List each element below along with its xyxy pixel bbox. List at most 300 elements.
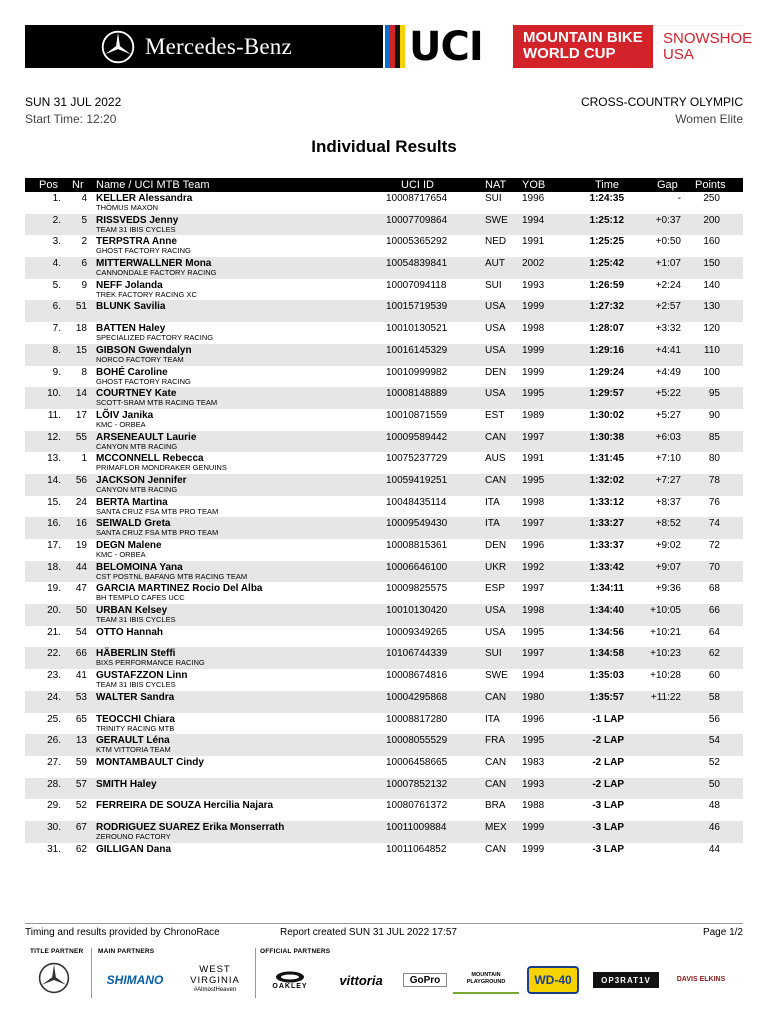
cell-gap: +4:49	[655, 366, 681, 378]
cell-pos: 16.	[47, 518, 61, 530]
table-row	[25, 517, 743, 539]
cell-nr: 15	[75, 344, 87, 356]
race-discipline: CROSS-COUNTRY OLYMPIC	[580, 95, 743, 109]
cell-nat: SUI	[485, 279, 502, 291]
cell-pos: 5.	[52, 279, 61, 291]
table-row	[25, 474, 743, 496]
cell-time: 1:34:56	[589, 626, 624, 638]
cell-yob: 1991	[522, 453, 545, 465]
cell-nr: 67	[75, 821, 87, 833]
cell-nr: 16	[75, 518, 87, 530]
table-row	[25, 821, 743, 843]
cell-name: COURTNEY Kate	[96, 388, 177, 400]
cell-yob: 1998	[522, 323, 545, 335]
cell-uci-id: 10010130420	[386, 605, 448, 617]
table-row	[25, 409, 743, 431]
table-row	[25, 799, 743, 821]
cell-uci-id: 10011009884	[386, 821, 447, 833]
partner-divider	[91, 948, 92, 998]
cell-uci-id: 10008817280	[386, 713, 448, 725]
cell-team: NORCO FACTORY TEAM	[96, 354, 184, 364]
cell-points: 58	[708, 691, 720, 703]
cell-nat: DEN	[485, 366, 507, 378]
cell-points: 76	[708, 496, 720, 508]
cell-nat: SUI	[485, 193, 502, 204]
cell-yob: 1998	[522, 605, 545, 617]
cell-nr: 8	[81, 366, 87, 378]
table-row	[25, 691, 743, 713]
cell-name: WALTER Sandra	[96, 691, 175, 703]
cell-time: 1:34:58	[589, 648, 624, 660]
cell-uci-id: 10008055529	[386, 735, 448, 747]
cell-nr: 1	[81, 453, 87, 465]
table-row	[25, 734, 743, 756]
cell-yob: 1991	[522, 236, 545, 248]
cell-yob: 1980	[522, 691, 545, 703]
cell-team: KTM VITTORIA TEAM	[96, 745, 171, 755]
cell-name: FERREIRA DE SOUZA Hercilia Najara	[96, 800, 274, 812]
cell-uci-id: 10075237729	[386, 453, 448, 465]
cell-name: MCCONNELL Rebecca	[96, 453, 204, 465]
cell-time: -2 LAP	[592, 778, 624, 790]
title-partner-label: TITLE PARTNER	[30, 948, 84, 955]
cell-nr: 57	[75, 778, 87, 790]
cell-points: 44	[708, 843, 720, 855]
cell-nat: ITA	[485, 496, 500, 508]
cell-team: KMC - ORBEA	[96, 419, 146, 429]
shimano-logo: SHIMANO	[106, 973, 164, 987]
cell-yob: 1995	[522, 735, 545, 747]
cell-gap: +8:37	[655, 496, 681, 508]
cell-time: 1:33:37	[589, 540, 624, 551]
cell-time: 1:32:02	[589, 474, 624, 486]
cell-name: GUSTAFZZON Linn	[96, 670, 188, 682]
table-row	[25, 344, 743, 366]
cell-nat: AUS	[485, 453, 506, 465]
cell-gap: -	[677, 193, 681, 204]
cell-team: TREK FACTORY RACING XC	[96, 289, 197, 299]
cell-pos: 25.	[47, 713, 61, 725]
cell-time: 1:25:42	[589, 258, 624, 270]
cell-name: GERAULT Léna	[96, 735, 170, 747]
cell-name: NEFF Jolanda	[96, 279, 163, 291]
cell-points: 50	[708, 778, 720, 790]
cell-gap: +8:52	[655, 518, 681, 530]
cell-uci-id: 10059419251	[386, 474, 448, 486]
cell-uci-id: 10008815361	[386, 540, 448, 551]
cell-points: 64	[708, 626, 720, 638]
cell-nat: CAN	[485, 691, 507, 703]
cell-yob: 1994	[522, 670, 545, 682]
cell-pos: 7.	[52, 323, 61, 335]
cell-yob: 1998	[522, 496, 545, 508]
cell-gap: +4:41	[655, 344, 681, 356]
cell-time: 1:24:35	[589, 193, 624, 204]
cell-nr: 5	[81, 214, 87, 226]
cell-time: 1:30:02	[589, 409, 624, 421]
cell-nr: 51	[75, 301, 87, 313]
cell-time: 1:33:42	[589, 561, 624, 573]
cell-yob: 1993	[522, 778, 545, 790]
table-row	[25, 843, 743, 865]
cell-pos: 30.	[47, 821, 61, 833]
col-pos: Pos	[39, 179, 58, 191]
cell-uci-id: 10009589442	[386, 431, 448, 443]
cell-name: LÕIV Janika	[96, 409, 154, 421]
cell-pos: 21.	[47, 626, 61, 638]
oakley-text: OAKLEY	[272, 982, 308, 990]
cell-nr: 56	[75, 474, 87, 486]
cell-pos: 2.	[52, 214, 61, 226]
uci-stripes	[385, 25, 405, 68]
cell-pos: 17.	[47, 540, 61, 551]
series-line-2: WORLD CUP	[523, 45, 616, 62]
cell-pos: 26.	[47, 735, 61, 747]
cell-team: SANTA CRUZ FSA MTB PRO TEAM	[96, 506, 219, 516]
cell-gap: +1:07	[655, 258, 681, 270]
col-time: Time	[595, 179, 620, 191]
cell-points: 80	[708, 453, 720, 465]
col-yob: YOB	[522, 179, 546, 191]
cell-nat: UKR	[485, 561, 507, 573]
cell-time: 1:28:07	[589, 323, 624, 335]
cell-uci-id: 10106744339	[386, 648, 448, 660]
cell-gap: +0:37	[655, 214, 681, 226]
cell-nr: 9	[81, 279, 87, 291]
cell-yob: 1999	[522, 821, 545, 833]
table-row	[25, 626, 743, 648]
cell-pos: 31.	[47, 843, 61, 855]
cell-name: RISSVEDS Jenny	[96, 214, 179, 226]
cell-points: 74	[708, 518, 720, 530]
cell-points: 95	[708, 388, 720, 400]
cell-time: 1:31:45	[589, 453, 624, 465]
venue-line-2: USA	[663, 46, 694, 63]
cell-pos: 6.	[52, 301, 61, 313]
cell-points: 150	[703, 258, 720, 270]
cell-nat: ESP	[485, 583, 506, 595]
cell-time: -2 LAP	[592, 735, 624, 747]
cell-nr: 54	[75, 626, 87, 638]
cell-uci-id: 10016145329	[386, 344, 448, 356]
cell-pos: 19.	[47, 583, 61, 595]
cell-name: OTTO Hannah	[96, 626, 164, 638]
wv-name: WEST VIRGINIA	[190, 964, 240, 986]
cell-name: HÄBERLIN Steffi	[96, 648, 176, 660]
cell-uci-id: 10010999982	[386, 366, 448, 378]
cell-uci-id: 10080761372	[386, 800, 448, 812]
cell-name: GIBSON Gwendalyn	[96, 344, 192, 356]
cell-time: 1:26:59	[589, 279, 624, 291]
cell-points: 110	[704, 344, 720, 356]
cell-team: GHOST FACTORY RACING	[96, 376, 191, 386]
cell-name: BERTA Martina	[96, 496, 168, 508]
cell-name: SMITH Haley	[96, 778, 157, 790]
op3rat1v-logo: OP3RAT1V	[593, 972, 659, 988]
cell-gap: +9:07	[655, 561, 681, 573]
table-row	[25, 582, 743, 604]
cell-yob: 1999	[522, 366, 545, 378]
cell-nr: 66	[75, 648, 87, 660]
cell-name: BELOMOINA Yana	[96, 561, 183, 573]
cell-team: SANTA CRUZ FSA MTB PRO TEAM	[96, 528, 219, 538]
cell-points: 90	[708, 409, 720, 421]
cell-nr: 53	[75, 691, 87, 703]
cell-time: -1 LAP	[592, 713, 624, 725]
wd40-logo: WD-40	[527, 966, 579, 994]
cell-name: JACKSON Jennifer	[96, 474, 187, 486]
cell-points: 46	[708, 821, 720, 833]
cell-gap: +10:28	[650, 670, 681, 682]
cell-team: KMC - ORBEA	[96, 550, 146, 559]
davis-elkins-logo: DAVIS ELKINS	[676, 976, 726, 983]
cell-points: 250	[703, 193, 720, 204]
cell-nr: 52	[75, 800, 87, 812]
cell-gap: +7:10	[655, 453, 681, 465]
cell-points: 160	[703, 236, 720, 248]
cell-nr: 41	[75, 670, 87, 682]
cell-uci-id: 10008674816	[386, 670, 448, 682]
cell-nat: USA	[485, 301, 506, 313]
results-table-header	[25, 178, 743, 192]
cell-yob: 1983	[522, 756, 545, 768]
cell-points: 48	[708, 800, 720, 812]
cell-pos: 1.	[52, 193, 61, 204]
cell-pos: 15.	[47, 496, 61, 508]
cell-gap: +11:22	[650, 691, 681, 703]
cell-gap: +3:32	[655, 323, 681, 335]
table-row	[25, 647, 743, 669]
cell-points: 68	[708, 583, 720, 595]
mercedes-star-icon	[101, 30, 135, 64]
uci-wordmark: UCI	[409, 24, 483, 70]
cell-uci-id: 10007852132	[386, 778, 448, 790]
cell-nat: SUI	[485, 648, 502, 660]
cell-time: -3 LAP	[592, 800, 624, 812]
sponsor-name: Mercedes-Benz	[145, 33, 292, 59]
cell-gap: +9:02	[655, 540, 681, 551]
cell-gap: +5:22	[655, 388, 681, 400]
partners-strip	[25, 948, 743, 1004]
table-row	[25, 300, 743, 322]
cell-nr: 19	[75, 540, 87, 551]
cell-name: URBAN Kelsey	[96, 605, 168, 617]
table-row	[25, 387, 743, 409]
cell-nat: FRA	[485, 735, 505, 747]
cell-pos: 27.	[47, 756, 61, 768]
race-info-left	[25, 94, 121, 128]
cell-nr: 13	[75, 735, 87, 747]
cell-uci-id: 10005365292	[386, 236, 448, 248]
cell-uci-id: 10009825575	[386, 583, 448, 595]
cell-yob: 2002	[522, 258, 545, 270]
cell-points: 54	[708, 735, 720, 747]
cell-team: CST POSTNL BAFANG MTB RACING TEAM	[96, 571, 248, 581]
cell-points: 100	[703, 366, 720, 378]
cell-team: TEAM 31 IBIS CYCLES	[96, 615, 176, 625]
cell-nr: 6	[81, 258, 87, 270]
cell-time: 1:29:16	[589, 344, 624, 356]
cell-uci-id: 10010130521	[386, 323, 448, 335]
cell-name: ARSENEAULT Laurie	[96, 431, 197, 443]
cell-yob: 1992	[522, 561, 545, 573]
cell-name: MONTAMBAULT Cindy	[96, 756, 204, 768]
wv-tagline: #AlmostHeaven	[193, 987, 237, 993]
cell-name: MITTERWALLNER Mona	[96, 258, 212, 270]
race-date: SUN 31 JUL 2022	[25, 95, 122, 109]
page-title: Individual Results	[311, 137, 457, 156]
table-row	[25, 366, 743, 388]
main-partners-label: MAIN PARTNERS	[98, 948, 155, 955]
cell-points: 72	[708, 540, 720, 551]
cell-nr: 65	[75, 713, 87, 725]
series-line-1: MOUNTAIN BIKE	[523, 29, 643, 46]
table-row	[25, 192, 743, 214]
cell-nr: 50	[75, 605, 87, 617]
cell-name: RODRIGUEZ SUAREZ Erika Monserrath	[96, 821, 285, 833]
cell-yob: 1997	[522, 583, 545, 595]
cell-gap: +10:23	[650, 648, 681, 660]
col-gap: Gap	[657, 179, 678, 191]
results-table-body	[25, 192, 743, 864]
cell-nat: CAN	[485, 474, 507, 486]
cell-pos: 29.	[47, 800, 61, 812]
cell-pos: 11.	[47, 409, 61, 421]
cell-yob: 1993	[522, 279, 545, 291]
cell-yob: 1988	[522, 800, 545, 812]
cell-pos: 23.	[47, 670, 61, 682]
cell-nat: CAN	[485, 778, 507, 790]
cell-gap: +10:21	[650, 626, 681, 638]
venue-block	[653, 25, 753, 68]
cell-points: 66	[708, 605, 720, 617]
cell-nat: ITA	[485, 713, 500, 725]
footer-page: Page 1/2	[702, 927, 743, 938]
table-row	[25, 669, 743, 691]
vittoria-logo: vittoria	[339, 972, 383, 988]
cell-points: 130	[703, 301, 720, 313]
cell-yob: 1997	[522, 431, 545, 443]
table-row	[25, 713, 743, 735]
table-row	[25, 322, 743, 344]
cell-time: 1:33:27	[589, 518, 624, 530]
partner-divider	[255, 948, 256, 998]
cell-uci-id: 10006646100	[386, 561, 448, 573]
cell-gap: +2:24	[655, 279, 681, 291]
table-row	[25, 539, 743, 561]
cell-uci-id: 10011064852	[386, 843, 447, 855]
cell-points: 200	[703, 214, 720, 226]
cell-name: KELLER Alessandra	[96, 193, 193, 204]
table-row	[25, 604, 743, 626]
cell-time: 1:35:57	[589, 691, 624, 703]
cell-yob: 1997	[522, 518, 545, 530]
table-row	[25, 778, 743, 800]
cell-nr: 44	[75, 561, 87, 573]
cell-name: TEOCCHI Chiara	[96, 713, 175, 725]
cell-points: 52	[708, 756, 720, 768]
cell-points: 85	[708, 431, 720, 443]
cell-gap: +6:03	[655, 431, 681, 443]
cell-nat: BRA	[485, 800, 506, 812]
cell-team: CANYON MTB RACING	[96, 441, 178, 451]
cell-nat: MEX	[485, 821, 507, 833]
oakley-logo	[261, 966, 319, 994]
cell-name: SEIWALD Greta	[96, 518, 171, 530]
cell-uci-id: 10048435114	[386, 496, 447, 508]
cell-uci-id: 10008717654	[386, 193, 448, 204]
oakley-ellipse-icon	[275, 971, 305, 983]
table-row	[25, 235, 743, 257]
cell-uci-id: 10004295868	[386, 691, 448, 703]
cell-time: 1:25:25	[589, 236, 624, 248]
gopro-logo: GoPro	[403, 973, 447, 987]
cell-time: 1:34:11	[590, 583, 624, 595]
cell-time: 1:25:12	[589, 214, 624, 226]
cell-pos: 28.	[47, 778, 61, 790]
cell-nr: 2	[81, 236, 87, 248]
official-partners-label: OFFICIAL PARTNERS	[260, 948, 331, 955]
cell-nat: CAN	[485, 431, 507, 443]
cell-points: 70	[708, 561, 720, 573]
cell-nat: USA	[485, 323, 506, 335]
cell-team: CANYON MTB RACING	[96, 484, 178, 494]
table-row	[25, 257, 743, 279]
cell-nr: 59	[75, 756, 87, 768]
cell-uci-id: 10008148889	[386, 388, 448, 400]
cell-time: -3 LAP	[592, 843, 624, 855]
cell-yob: 1999	[522, 344, 545, 356]
cell-uci-id: 10009349265	[386, 626, 448, 638]
cell-points: 78	[708, 474, 720, 486]
cell-points: 60	[708, 670, 720, 682]
cell-yob: 1996	[522, 540, 545, 551]
cell-nr: 62	[75, 843, 87, 855]
cell-pos: 9.	[52, 366, 61, 378]
cell-nat: SWE	[485, 214, 508, 226]
cell-gap: +5:27	[655, 409, 681, 421]
cell-team: SCOTT-SRAM MTB RACING TEAM	[96, 398, 218, 408]
cell-yob: 1999	[522, 301, 545, 313]
race-category: Women Elite	[675, 112, 743, 126]
series-block	[513, 25, 653, 68]
cell-nat: USA	[485, 344, 506, 356]
cell-time: 1:34:40	[589, 605, 624, 617]
race-start-time: Start Time: 12:20	[25, 112, 117, 126]
cell-uci-id: 10054839841	[386, 258, 448, 270]
cell-gap: +2:57	[655, 301, 681, 313]
cell-points: 56	[708, 713, 720, 725]
table-row	[25, 452, 743, 474]
table-row	[25, 561, 743, 583]
cell-yob: 1996	[522, 193, 545, 204]
cell-nat: DEN	[485, 540, 507, 551]
cell-uci-id: 10007709864	[386, 214, 448, 226]
cell-nr: 24	[75, 496, 87, 508]
cell-pos: 24.	[47, 691, 61, 703]
table-row	[25, 756, 743, 778]
footer-report: Report created SUN 31 JUL 2022 17:57	[280, 927, 457, 938]
cell-time: 1:27:32	[589, 301, 624, 313]
cell-gap: +9:36	[655, 583, 681, 595]
cell-yob: 1997	[522, 648, 545, 660]
cell-time: 1:29:57	[589, 388, 624, 400]
table-row	[25, 496, 743, 518]
cell-yob: 1995	[522, 626, 545, 638]
cell-name: BOHÉ Caroline	[96, 366, 168, 378]
west-virginia-logo	[179, 964, 251, 998]
cell-team: SPECIALIZED FACTORY RACING	[96, 333, 214, 343]
